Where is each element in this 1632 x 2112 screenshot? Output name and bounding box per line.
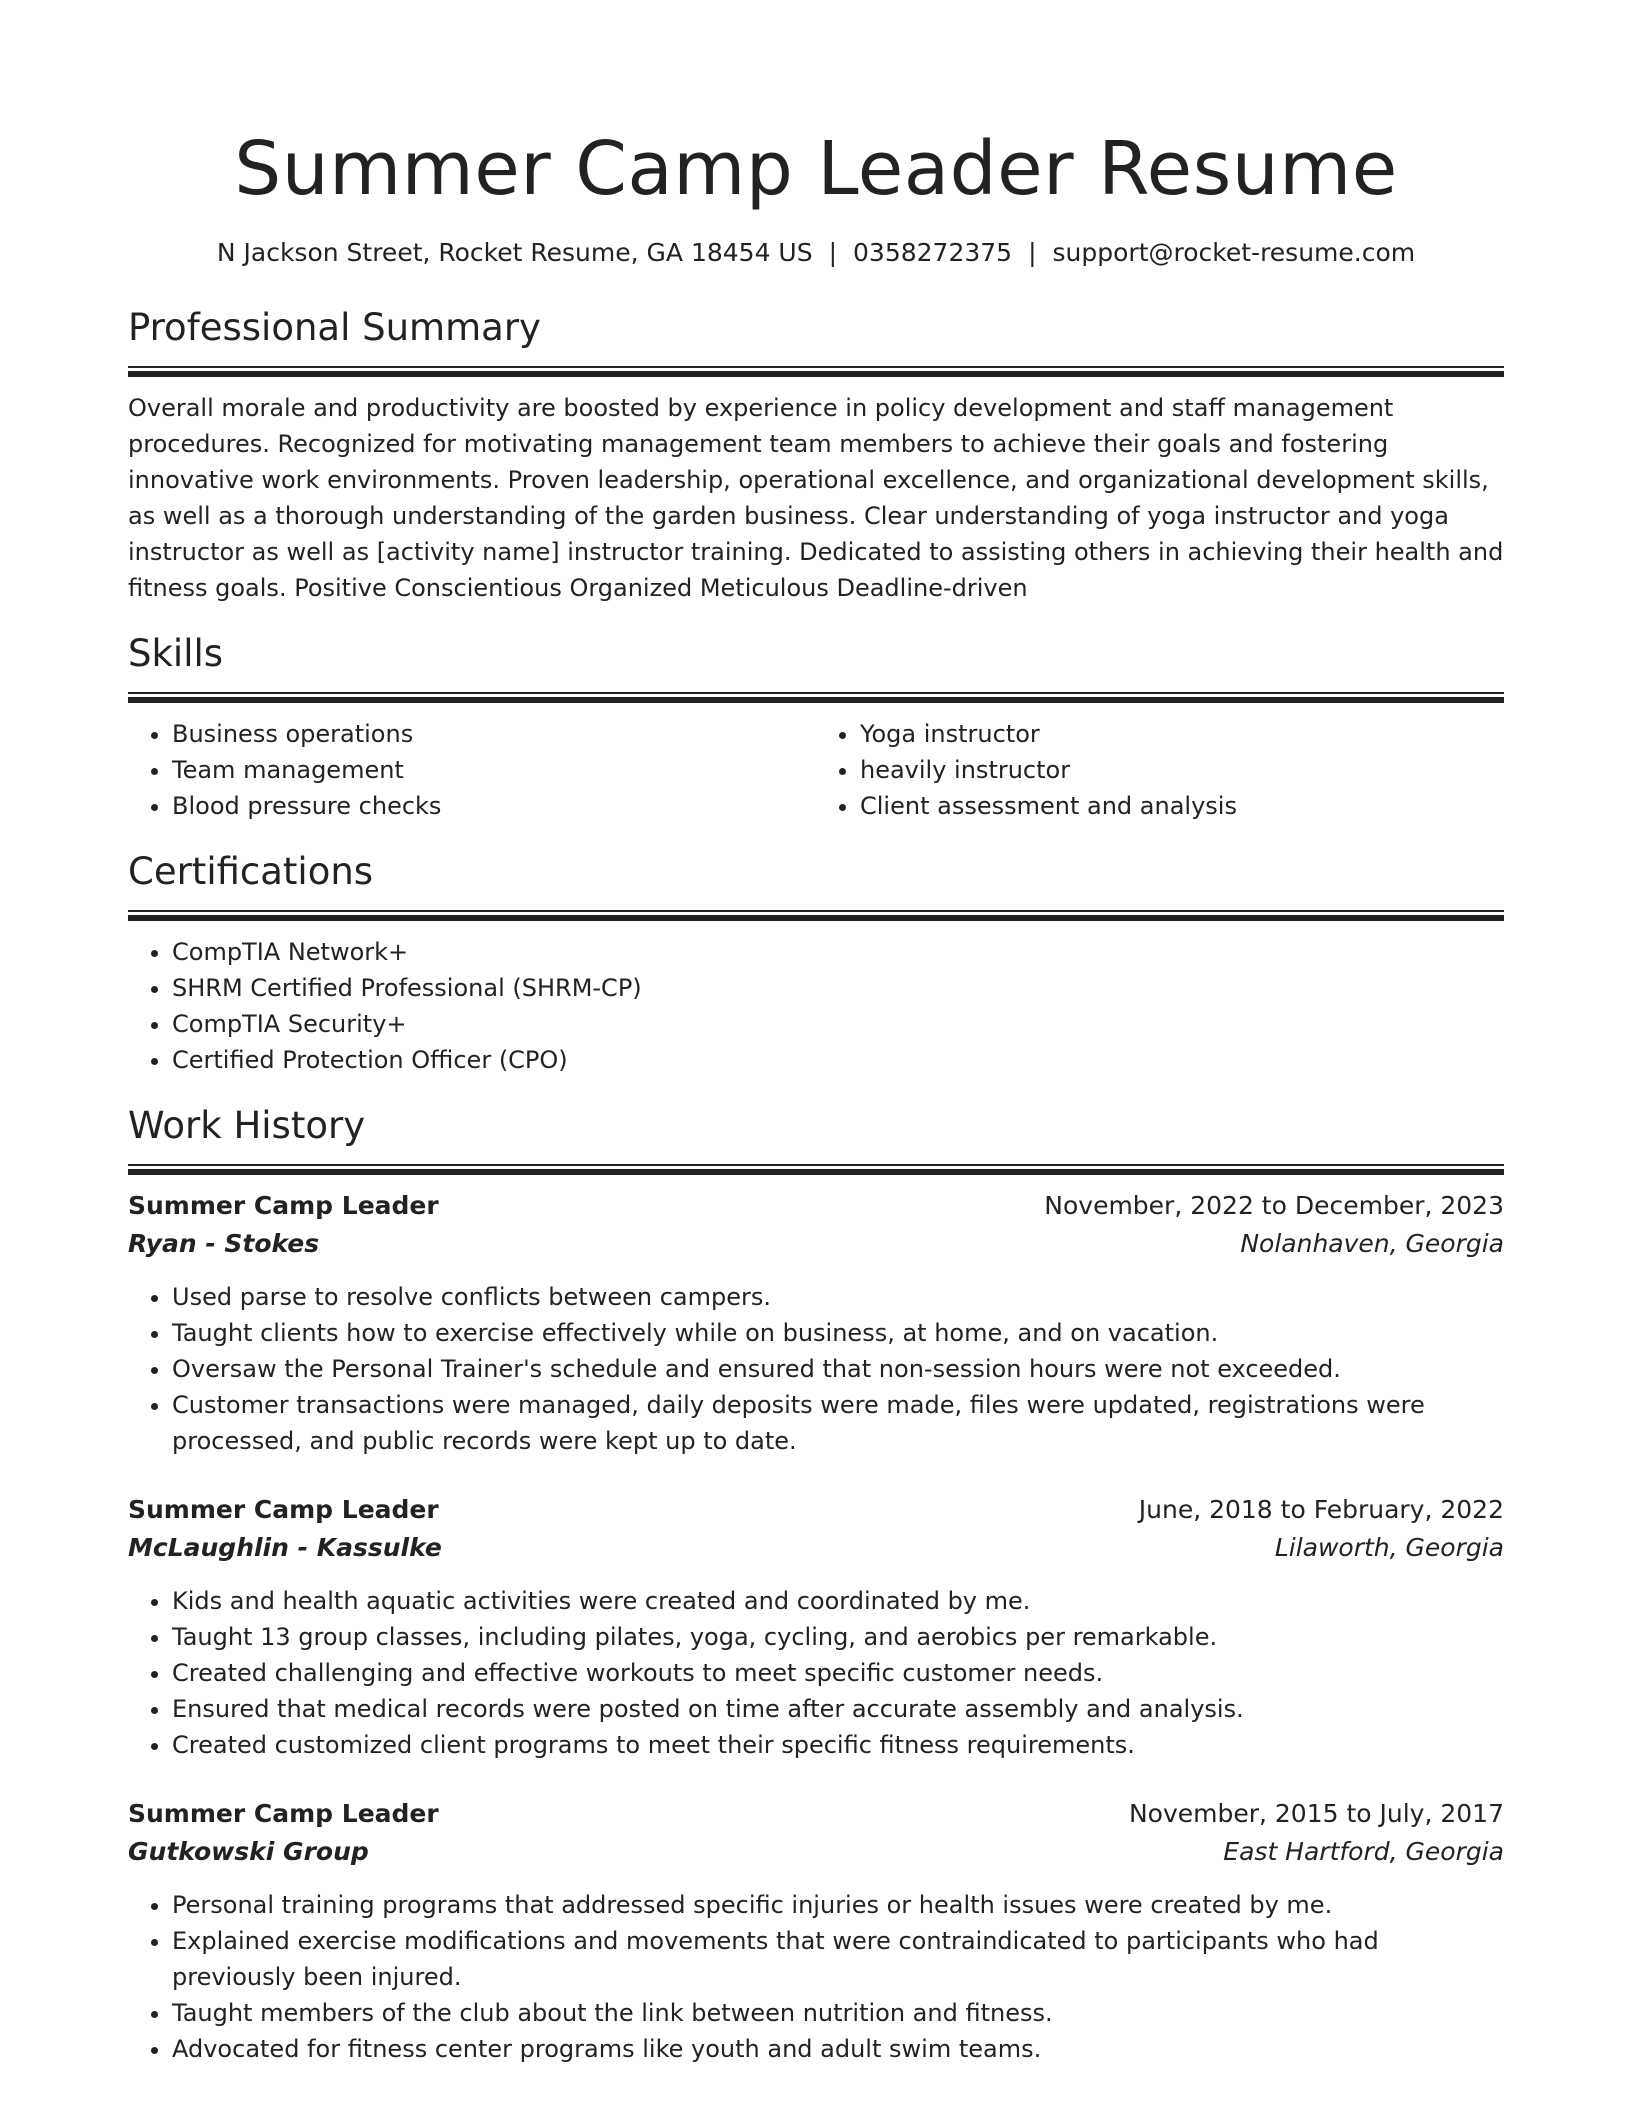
certification-item: • Certified Protection Officer (CPO) bbox=[172, 1042, 1504, 1078]
skills-column-right bbox=[816, 716, 1504, 824]
job-bullet: • Taught clients how to exercise effectively while on business, at home, and on vacation. bbox=[172, 1315, 1504, 1351]
job-company-row bbox=[128, 1529, 1504, 1567]
job-bullets bbox=[128, 1583, 1504, 1763]
skill-item: • Team management bbox=[172, 752, 816, 788]
job-location: East Hartford, Georgia bbox=[1223, 1837, 1504, 1866]
skills-heading: Skills bbox=[128, 632, 224, 675]
job-entry bbox=[128, 1491, 1504, 1763]
job-company: Ryan - Stokes bbox=[128, 1229, 320, 1258]
certification-item: • SHRM Certified Professional (SHRM-CP) bbox=[172, 970, 1504, 1006]
section-divider bbox=[128, 910, 1504, 921]
job-bullet: • Ensured that medical records were posted on time after accurate assembly and analysis. bbox=[172, 1691, 1504, 1727]
job-bullets bbox=[128, 1279, 1504, 1459]
job-bullet: • Taught members of the club about the link between nutrition and fitness. bbox=[172, 1995, 1504, 2031]
certifications-heading: Certifications bbox=[128, 850, 374, 893]
job-entry bbox=[128, 1187, 1504, 1459]
job-bullet: • Advocated for fitness center programs like youth and adult swim teams. bbox=[172, 2031, 1504, 2067]
contact-separator: | bbox=[1028, 238, 1037, 267]
contact-address: N Jackson Street, Rocket Resume, GA 18454 US bbox=[216, 238, 813, 267]
job-location: Lilaworth, Georgia bbox=[1274, 1533, 1504, 1562]
job-title: Summer Camp Leader bbox=[128, 1495, 439, 1524]
certifications-list bbox=[128, 934, 1504, 1078]
section-divider bbox=[128, 1164, 1504, 1175]
job-bullet: • Created customized client programs to meet their specific fitness requirements. bbox=[172, 1727, 1504, 1763]
job-bullet: • Kids and health aquatic activities were created and coordinated by me. bbox=[172, 1583, 1504, 1619]
skills-grid bbox=[128, 716, 1504, 824]
job-company: McLaughlin - Kassulke bbox=[128, 1533, 442, 1562]
skill-item: • Blood pressure checks bbox=[172, 788, 816, 824]
resume-title: Summer Camp Leader Resume bbox=[234, 126, 1398, 212]
contact-separator: | bbox=[828, 238, 838, 267]
job-bullet: • Used parse to resolve conflicts between campers. bbox=[172, 1279, 1504, 1315]
section-divider bbox=[128, 692, 1504, 703]
job-header-row bbox=[128, 1491, 1504, 1529]
work-history-heading: Work History bbox=[128, 1104, 366, 1147]
skill-item: • Yoga instructor bbox=[860, 716, 1504, 752]
job-entry bbox=[128, 1795, 1504, 2067]
skills-section bbox=[128, 630, 1504, 824]
job-bullet: • Taught 13 group classes, including pilates, yoga, cycling, and aerobics per remarkable. bbox=[172, 1619, 1504, 1655]
contact-phone: 0358272375 bbox=[853, 238, 1013, 267]
certifications-section bbox=[128, 848, 1504, 1078]
section-divider bbox=[128, 366, 1504, 377]
skill-item: • Client assessment and analysis bbox=[860, 788, 1504, 824]
job-company: Gutkowski Group bbox=[128, 1837, 369, 1866]
job-header-row bbox=[128, 1795, 1504, 1833]
job-location: Nolanhaven, Georgia bbox=[1240, 1229, 1504, 1258]
job-dates: November, 2015 to July, 2017 bbox=[1128, 1799, 1504, 1828]
job-header-row bbox=[128, 1187, 1504, 1225]
job-company-row bbox=[128, 1833, 1504, 1871]
job-company-row bbox=[128, 1225, 1504, 1263]
contact-email: support@rocket-resume.com bbox=[1052, 238, 1416, 267]
job-bullets bbox=[128, 1887, 1504, 2067]
work-history-section bbox=[128, 1102, 1504, 2067]
job-title: Summer Camp Leader bbox=[128, 1191, 439, 1220]
job-bullet: • Oversaw the Personal Trainer's schedule and ensured that non-session hours were not exceeded. bbox=[172, 1351, 1504, 1387]
skills-column-left bbox=[128, 716, 816, 824]
summary-text: Overall morale and productivity are boosted by experience in policy development and staff management procedures. Recognized for motivating management team members to achieve their goals and fostering innovative work environments. Proven leadership, operational excellence, and organizational development skills, as well as a thorough understanding of the garden business. Clear understanding of yoga instructor and yoga instructor as well as [activity name] instructor training. Dedicated to assisting others in achieving their health and fitness goals. Positive Conscientious Organized Meticulous Deadline-driven bbox=[128, 394, 1504, 602]
job-dates: November, 2022 to December, 2023 bbox=[1044, 1191, 1504, 1220]
certification-item: • CompTIA Security+ bbox=[172, 1006, 1504, 1042]
job-dates: June, 2018 to February, 2022 bbox=[1138, 1495, 1504, 1524]
job-bullet: • Customer transactions were managed, daily deposits were made, files were updated, registrations were processed, and public records were kept up to date. bbox=[172, 1387, 1504, 1459]
contact-line bbox=[128, 236, 1504, 270]
certification-item: • CompTIA Network+ bbox=[172, 934, 1504, 970]
job-bullet: • Explained exercise modifications and movements that were contraindicated to participants who had previously been injured. bbox=[172, 1923, 1504, 1995]
job-title: Summer Camp Leader bbox=[128, 1799, 439, 1828]
skill-item: • heavily instructor bbox=[860, 752, 1504, 788]
job-bullet: • Personal training programs that addressed specific injuries or health issues were created by me. bbox=[172, 1887, 1504, 1923]
summary-section bbox=[128, 304, 1504, 606]
summary-heading: Professional Summary bbox=[128, 306, 541, 349]
job-bullet: • Created challenging and effective workouts to meet specific customer needs. bbox=[172, 1655, 1504, 1691]
skill-item: • Business operations bbox=[172, 716, 816, 752]
